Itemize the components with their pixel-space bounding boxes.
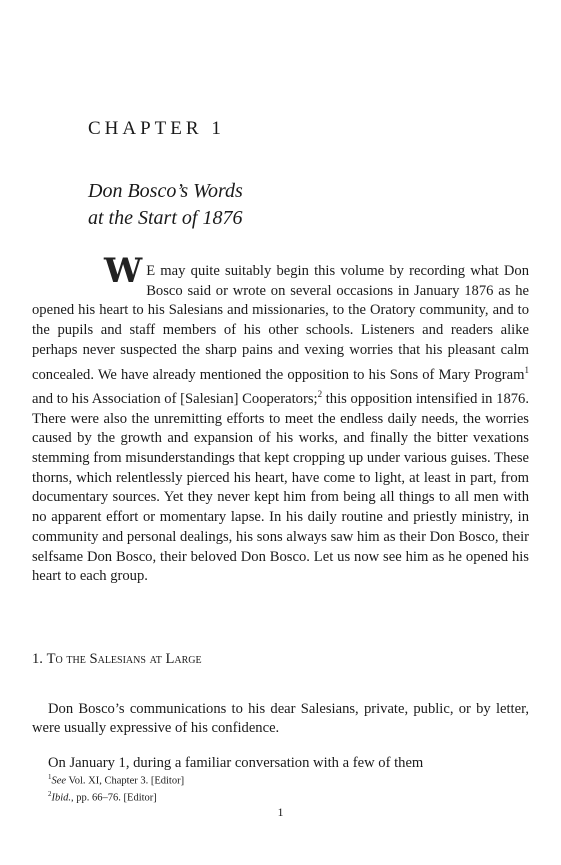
paragraph-text-mid: and to his Association of [Salesian] Cooperators;	[32, 390, 318, 407]
footnote-2: $^2$Ibid., pp. 66–76. [Editor]	[48, 789, 157, 803]
drop-cap: W	[104, 251, 143, 291]
chapter-label: CHAPTER 1	[88, 118, 225, 139]
paragraph-text-end: this opposition intensified in 1876. There were also the unremitting efforts to meet the endless daily needs, the worries caused by the growth and expansion of his works, and finally the bitter vexations stemming from misunderstandings that kept cropping up under various guises. These thorns, which relentlessly pierced his heart, have come to light, at least in part, from documentary sources. Yet they never kept him from being all things to all men with no apparent effort or momentary lapse. In his daily routine and priestly ministry, in community and personal dealings, his sons always saw him as their Don Bosco, their selfsame Don Bosco, their beloved Don Bosco. Let us now see him as he opened his heart to each group.	[32, 390, 529, 585]
footnote-1: $^1$See Vol. XI, Chapter 3. [Editor]	[48, 773, 185, 787]
footnotes	[48, 771, 184, 804]
section-heading	[32, 651, 202, 668]
paragraph-text-start: E may quite suitably begin this volume by recording what Don Bosco said or wrote on several occasions in January 1876 as he opened his heart to his Salesians and missionaries, to the Oratory community, and to the pupils and staff members of his other schools. Listeners and readers alike perhaps never suspected the sharp pains and vexing worries that his pleasant calm concealed. We have already mentioned the opposition to his Sons of Mary Program	[32, 263, 529, 383]
opening-paragraph	[32, 251, 529, 587]
section-number: 1.	[32, 651, 43, 667]
paragraph-3: On January 1, during a familiar conversation with a few of them	[48, 754, 424, 771]
footnote-ref-1[interactable]: 1	[524, 364, 529, 375]
chapter-title-line-1: Don Bosco’s Words	[88, 180, 243, 202]
footnote-ref-2[interactable]: 2	[317, 389, 323, 400]
section-title: To the Salesians at Large	[46, 651, 202, 667]
chapter-title	[88, 178, 243, 232]
chapter-title-line-2: at the Start of 1876	[88, 207, 243, 229]
paragraph-2: Don Bosco’s communications to his dear Salesians, private, public, or by letter, were usually expressive of his confidence.	[32, 700, 529, 737]
page-number: 1	[277, 805, 284, 819]
